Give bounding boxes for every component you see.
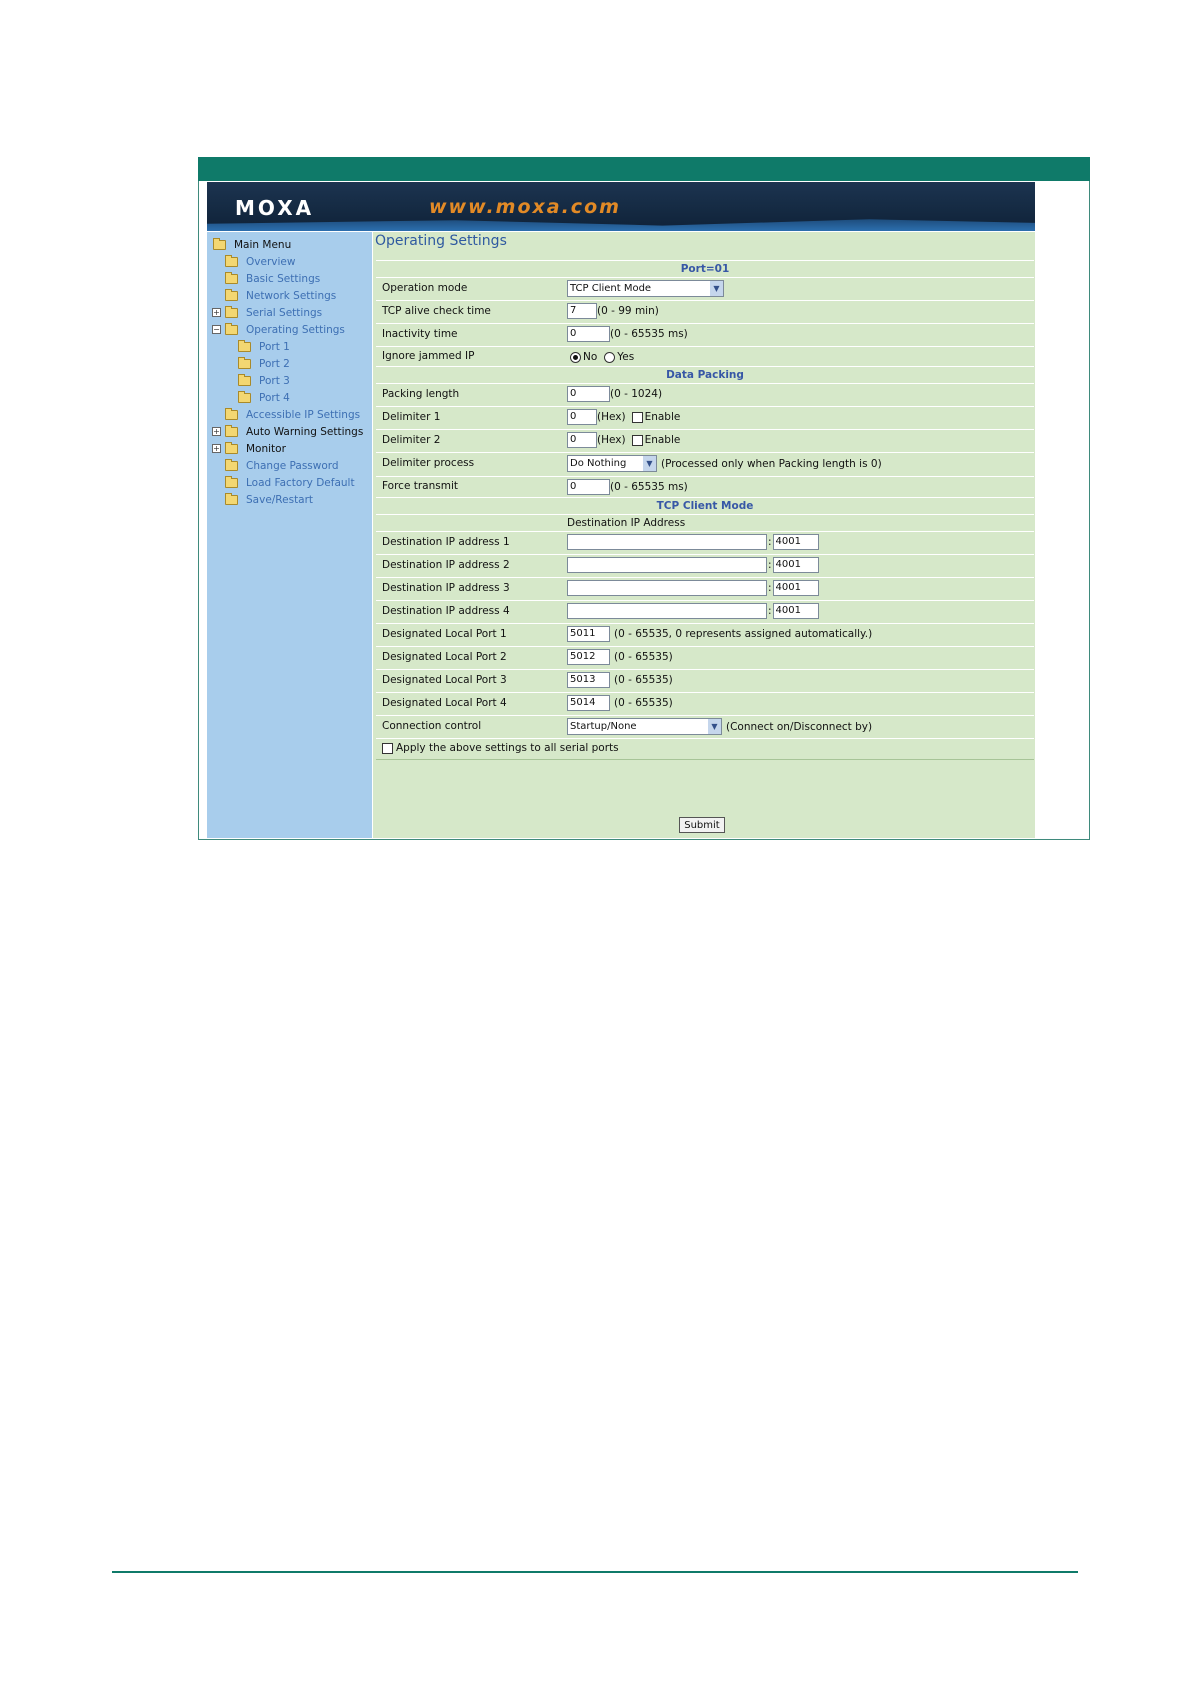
expand-icon[interactable]: + xyxy=(213,427,220,436)
delimiter2-label: Delimiter 2 xyxy=(382,434,441,446)
banner-wave xyxy=(207,213,1035,231)
inactivity-input[interactable] xyxy=(567,326,610,342)
row-ignore-jammed-ip xyxy=(376,346,1034,367)
sidebar-item-main-menu[interactable]: Main Menu xyxy=(213,237,291,253)
collapse-icon[interactable]: − xyxy=(213,325,220,334)
folder-icon xyxy=(225,308,238,318)
row-packing-length xyxy=(376,383,1034,407)
sidebar-item-accessible-ip[interactable]: Accessible IP Settings xyxy=(225,407,360,423)
destination1-port-input[interactable] xyxy=(773,534,819,550)
local-port2-hint: (0 - 65535) xyxy=(614,651,673,663)
destination2-ip-input[interactable] xyxy=(567,557,767,573)
local-port3-label: Designated Local Port 3 xyxy=(382,674,507,686)
brand-url: www.moxa.com xyxy=(429,196,621,218)
section-data-packing: Data Packing xyxy=(376,366,1034,384)
destination3-port-input[interactable] xyxy=(773,580,819,596)
section-port-header: Port=01 xyxy=(376,260,1034,278)
sidebar-item-operating-settings[interactable]: Operating Settings xyxy=(225,322,345,338)
row-inactivity xyxy=(376,323,1034,347)
folder-icon xyxy=(238,342,251,352)
folder-icon xyxy=(225,461,238,471)
packing-length-label: Packing length xyxy=(382,388,460,400)
local-port3-input[interactable] xyxy=(567,672,610,688)
folder-icon xyxy=(238,376,251,386)
local-port4-hint: (0 - 65535) xyxy=(614,697,673,709)
sidebar-item-port-2[interactable]: Port 2 xyxy=(238,356,290,372)
row-destination-4: Destination IP address 4 : 4001 xyxy=(376,600,1034,624)
sidebar-item-port-3[interactable]: Port 3 xyxy=(238,373,290,389)
destination4-label: Destination IP address 4 xyxy=(382,605,510,617)
folder-icon xyxy=(225,427,238,437)
folder-icon xyxy=(225,257,238,267)
row-local-port-1 xyxy=(376,623,1034,647)
sidebar-item-auto-warning[interactable]: Auto Warning Settings xyxy=(225,424,363,440)
sidebar-item-port-1[interactable]: Port 1 xyxy=(238,339,290,355)
browser-frame xyxy=(198,181,1090,840)
sidebar-item-load-factory-default[interactable]: Load Factory Default xyxy=(225,475,355,491)
sidebar-item-basic-settings[interactable]: Basic Settings xyxy=(225,271,320,287)
row-delimiter-process xyxy=(376,452,1034,477)
ignore-ip-no-radio[interactable] xyxy=(570,352,581,363)
chevron-down-icon: ▼ xyxy=(643,456,656,471)
destination2-label: Destination IP address 2 xyxy=(382,559,510,571)
folder-icon xyxy=(225,478,238,488)
apply-all-option[interactable]: Apply the above settings to all serial ports xyxy=(382,742,619,754)
header-banner xyxy=(207,182,1035,231)
row-connection-control xyxy=(376,715,1034,739)
local-port1-hint: (0 - 65535, 0 represents assigned automatically.) xyxy=(614,628,873,640)
row-tcp-alive xyxy=(376,300,1034,324)
folder-icon xyxy=(225,291,238,301)
delimiter-process-select[interactable]: Do Nothing ▼ xyxy=(567,455,657,472)
delimiter1-label: Delimiter 1 xyxy=(382,411,441,423)
local-port2-input[interactable] xyxy=(567,649,610,665)
chevron-down-icon: ▼ xyxy=(708,719,721,734)
delimiter2-input[interactable] xyxy=(567,432,597,448)
destination3-ip-input[interactable] xyxy=(567,580,767,596)
delimiter2-hex: (Hex) xyxy=(597,434,626,446)
operation-mode-select[interactable]: TCP Client Mode ▼ xyxy=(567,280,724,297)
expand-icon[interactable]: + xyxy=(213,308,220,317)
destination4-port-input[interactable] xyxy=(773,603,819,619)
row-destination-2: Destination IP address 2 : 4001 xyxy=(376,554,1034,578)
destination2-port-input[interactable] xyxy=(773,557,819,573)
connection-control-label: Connection control xyxy=(382,720,482,732)
sidebar xyxy=(207,232,372,838)
sidebar-item-change-password[interactable]: Change Password xyxy=(225,458,339,474)
force-transmit-label: Force transmit xyxy=(382,480,459,492)
destination3-label: Destination IP address 3 xyxy=(382,582,510,594)
folder-icon xyxy=(238,359,251,369)
row-destination-1: Destination IP address 1 : 4001 xyxy=(376,531,1034,555)
page-title: Operating Settings xyxy=(375,233,507,249)
destination1-ip-input[interactable] xyxy=(567,534,767,550)
folder-icon xyxy=(225,444,238,454)
delimiter-process-label: Delimiter process xyxy=(382,457,475,469)
local-port1-input[interactable] xyxy=(567,626,610,642)
row-apply-all xyxy=(376,738,1034,760)
force-transmit-input[interactable] xyxy=(567,479,610,495)
tcp-alive-input[interactable] xyxy=(567,303,597,319)
apply-all-checkbox[interactable] xyxy=(382,743,393,754)
sidebar-item-port-4[interactable]: Port 4 xyxy=(238,390,290,406)
inactivity-hint: (0 - 65535 ms) xyxy=(610,328,688,340)
folder-icon xyxy=(213,240,226,250)
local-port2-label: Designated Local Port 2 xyxy=(382,651,507,663)
row-destination-header xyxy=(376,514,1034,532)
expand-icon[interactable]: + xyxy=(213,444,220,453)
force-transmit-hint: (0 - 65535 ms) xyxy=(610,481,688,493)
sidebar-item-serial-settings[interactable]: Serial Settings xyxy=(225,305,322,321)
connection-control-hint: (Connect on/Disconnect by) xyxy=(726,720,873,733)
ignore-ip-yes-label: Yes xyxy=(617,351,635,363)
tcp-alive-label: TCP alive check time xyxy=(382,305,491,317)
main-panel xyxy=(373,232,1035,838)
delimiter1-input[interactable] xyxy=(567,409,597,425)
tcp-alive-hint: (0 - 99 min) xyxy=(597,305,659,317)
row-operation-mode xyxy=(376,277,1034,301)
row-delimiter-2 xyxy=(376,429,1034,453)
delimiter2-enable-checkbox[interactable] xyxy=(632,435,643,446)
inactivity-label: Inactivity time xyxy=(382,328,458,340)
delimiter2-enable-label: Enable xyxy=(644,434,681,446)
sidebar-item-network-settings[interactable]: Network Settings xyxy=(225,288,336,304)
row-local-port-2 xyxy=(376,646,1034,670)
local-port1-label: Designated Local Port 1 xyxy=(382,628,507,640)
submit-button[interactable]: Submit xyxy=(679,817,725,833)
local-port4-input[interactable] xyxy=(567,695,610,711)
sidebar-item-overview[interactable]: Overview xyxy=(225,254,295,270)
chevron-down-icon: ▼ xyxy=(710,281,723,296)
packing-length-input[interactable] xyxy=(567,386,610,402)
folder-open-icon xyxy=(225,325,238,335)
moxa-logo: MOXA xyxy=(235,196,315,220)
footer-rule xyxy=(112,1571,1078,1573)
folder-icon xyxy=(225,410,238,420)
folder-icon xyxy=(225,274,238,284)
connection-control-select[interactable]: Startup/None ▼ xyxy=(567,718,722,735)
local-port3-hint: (0 - 65535) xyxy=(614,674,673,686)
sidebar-item-save-restart[interactable]: Save/Restart xyxy=(225,492,313,508)
delimiter1-enable-label: Enable xyxy=(644,411,681,423)
row-delimiter-1 xyxy=(376,406,1034,430)
operation-mode-label: Operation mode xyxy=(382,282,468,294)
row-force-transmit xyxy=(376,476,1034,498)
ignore-ip-no-label: No xyxy=(583,351,598,363)
destination-header-label: Destination IP Address xyxy=(567,517,686,529)
row-local-port-3 xyxy=(376,669,1034,693)
destination4-ip-input[interactable] xyxy=(567,603,767,619)
folder-icon xyxy=(225,495,238,505)
delimiter1-hex: (Hex) xyxy=(597,411,626,423)
row-destination-3: Destination IP address 3 : 4001 xyxy=(376,577,1034,601)
destination1-label: Destination IP address 1 xyxy=(382,536,510,548)
folder-icon xyxy=(238,393,251,403)
ignore-ip-yes-radio[interactable] xyxy=(604,352,615,363)
packing-length-hint: (0 - 1024) xyxy=(610,388,663,400)
delimiter1-enable-checkbox[interactable] xyxy=(632,412,643,423)
section-tcp-client-mode: TCP Client Mode xyxy=(376,497,1034,515)
row-local-port-4 xyxy=(376,692,1034,716)
delimiter-process-hint: (Processed only when Packing length is 0) xyxy=(661,457,882,470)
local-port4-label: Designated Local Port 4 xyxy=(382,697,507,709)
sidebar-item-monitor[interactable]: Monitor xyxy=(225,441,286,457)
top-accent-bar xyxy=(198,157,1090,181)
ignore-ip-label: Ignore jammed IP xyxy=(382,350,475,362)
